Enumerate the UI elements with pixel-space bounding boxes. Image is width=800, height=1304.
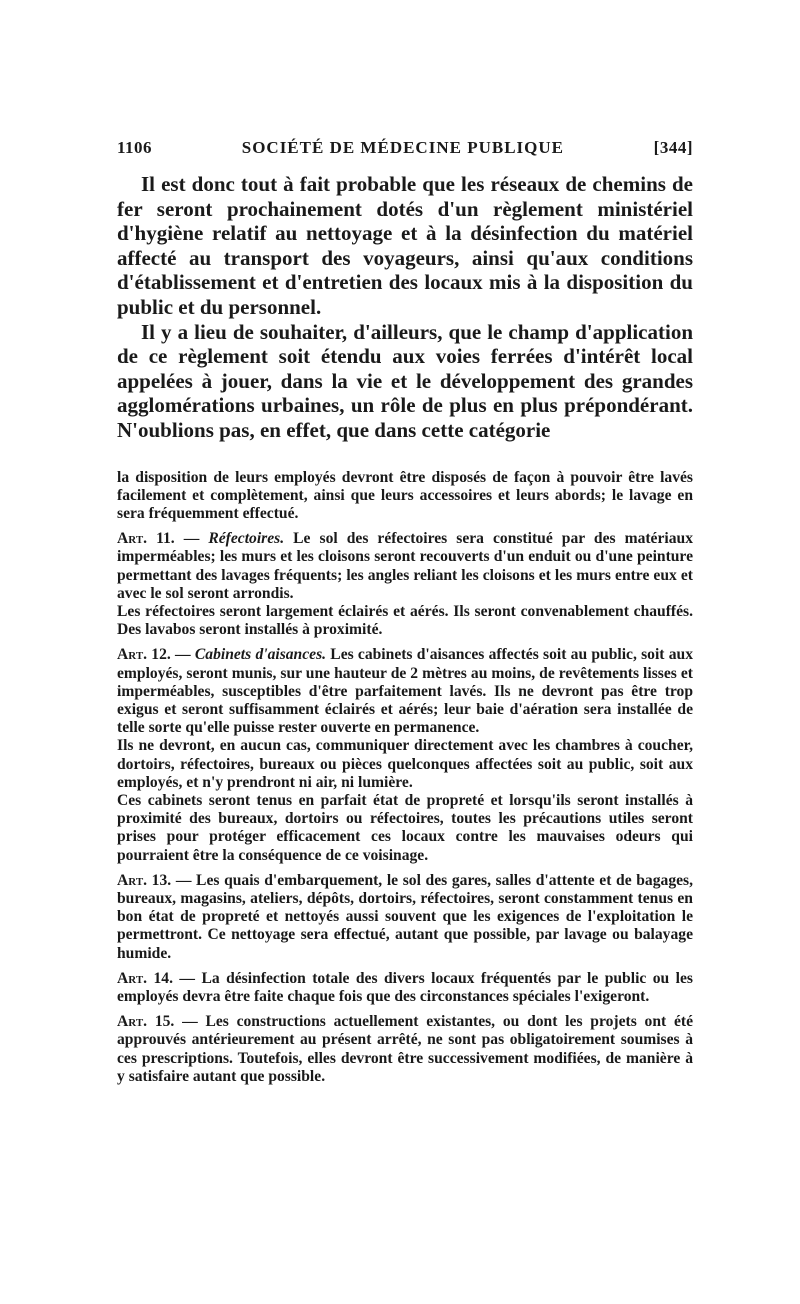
article-11-paragraph-2: Les réfectoires seront largement éclairés et aérés. Ils seront convenablement chauffés. Des lavabos seront installés à proximité.	[117, 602, 693, 639]
article-13	[117, 872, 693, 963]
footnote-block	[117, 469, 693, 1087]
page	[117, 138, 693, 1086]
article-13-text: — Les quais d'embarquement, le sol des gares, salles d'attente et de bagages, bureaux, magasins, ateliers, dépôts, dortoirs, réfectoires, seront constamment tenus en bon état de propreté et nettoyés aussi souvent que les exigences de l'exploitation le permettront. Ce nettoyage sera effectué, autant que possible, par lavage ou balayage humide.	[117, 871, 693, 962]
article-14	[117, 970, 693, 1006]
main-text	[117, 172, 693, 443]
article-14-label: Art. 14.	[117, 969, 173, 987]
article-11-title: Réfectoires.	[208, 530, 285, 548]
article-14-text: — La désinfection totale des divers locaux fréquentés par le public ou les employés devra être faite chaque fois que des circonstances spéciales l'exigeront.	[117, 969, 693, 1006]
article-11-text: Le sol des réfectoires sera constitué par des matériaux imperméables; les murs et les cloisons seront recouverts d'un enduit ou d'une peinture permettant des lavages fréquents; les angles reliant les cloisons et les murs entre eux et avec le sol seront arrondis.	[117, 530, 693, 602]
article-12-dash: —	[170, 646, 195, 664]
article-12-label: Art. 12.	[117, 646, 171, 664]
article-13-label: Art. 13.	[117, 871, 172, 889]
article-12-paragraph-2: Ils ne devront, en aucun cas, communiquer directement avec les chambres à coucher, dortoirs, réfectoires, bureaux ou pièces quelconques affectées soit au public, soit aux employés, et n'y prendront ni air, ni lumière.	[117, 737, 693, 791]
page-number: 1106	[117, 138, 153, 157]
article-12-text: Les cabinets d'aisances affectés soit au public, soit aux employés, seront munis, sur une hauteur de 2 mètres au moins, de revêtements lisses et imperméables, susceptibles d'être parfaitement lavés. Ils ne devront pas être trop exigus et seront suffisamment éclairés et aérés; leur baie d'aération sera installée de telle sorte qu'elle puisse rester ouverte en permanence.	[117, 646, 693, 737]
running-title: SOCIÉTÉ DE MÉDECINE PUBLIQUE	[241, 138, 564, 157]
article-11	[117, 530, 693, 603]
article-12-paragraph-3: Ces cabinets seront tenus en parfait état de propreté et lorsqu'ils seront installés à proximité des bureaux, dortoirs ou réfectoires, toutes les précautions utiles seront prises pour protéger efficacement ces locaux contre les mauvaises odeurs qui pourraient être la conséquence de ce voisinage.	[117, 791, 693, 864]
note-continuation: la disposition de leurs employés devront être disposés de façon à pouvoir être lavés facilement et complètement, ainsi que leurs accessoires et leurs abords; le lavage en sera fréquemment effectué.	[117, 468, 693, 522]
article-15-text: — Les constructions actuellement existantes, ou dont les projets ont été approuvés antérieurement au présent arrêté, ne sont pas obligatoirement soumises à ces prescriptions. Toutefois, elles devront être successivement modifiées, de manière à y satisfaire autant que possible.	[117, 1013, 693, 1085]
paragraph-1: Il est donc tout à fait probable que les réseaux de chemins de fer seront prochainement dotés d'un règlement ministériel d'hygiène relatif au nettoyage et à la désinfection du matériel affecté au transport des voyageurs, ainsi qu'aux conditions d'établissement et d'entretien des locaux mis à la disposition du public et du personnel.	[117, 172, 693, 319]
running-head	[117, 138, 693, 158]
article-11-dash: —	[174, 530, 209, 548]
paragraph-2: Il y a lieu de souhaiter, d'ailleurs, que le champ d'application de ce règlement soit étendu aux voies ferrées d'intérêt local appelées à jouer, dans la vie et le développement des grandes agglomérations urbaines, un rôle de plus en plus prépondérant. N'oublions pas, en effet, que dans cette catégorie	[117, 319, 693, 442]
article-15-label: Art. 15.	[117, 1013, 175, 1031]
article-11-label: Art. 11.	[117, 530, 175, 548]
article-12	[117, 646, 693, 737]
article-15	[117, 1013, 693, 1086]
bracket-page-number: [344]	[653, 138, 693, 157]
article-12-title: Cabinets d'aisances.	[194, 646, 327, 664]
